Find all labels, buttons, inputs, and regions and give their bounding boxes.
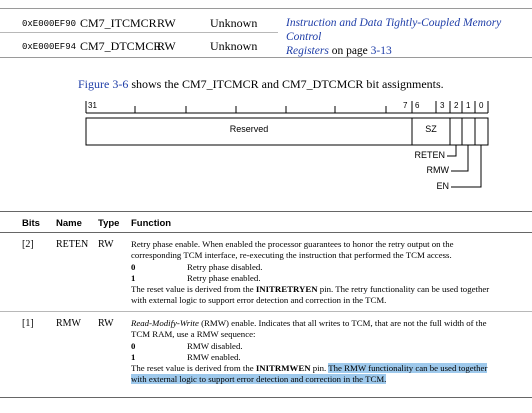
value-code: 1 [131,351,136,362]
register-description-link-cont[interactable]: Registers [286,45,329,57]
en-label: EN [436,181,449,191]
function-text: TCM RAM, use a RMW sequence: [131,329,256,340]
function-text: (RMW) enable. Indicates that all writes to TCM, that are not the full width of the [198,318,487,328]
header-divider [0,232,532,233]
bit-number-2: 2 [454,101,459,110]
column-header-function: Function [131,218,172,229]
bit-number-1: 1 [466,101,471,110]
reset-pin: INITRMWEN [255,363,311,374]
figure-link[interactable]: Figure 3-6 [78,77,129,91]
register-description-page-link[interactable]: 3-13 [370,45,392,57]
function-text: Retry phase enable. When enabled the processor guarantees to honor the retry output on the [131,239,454,249]
value-code: 0 [131,261,136,272]
reset-pin: INITRETRYEN [255,284,318,295]
register-name: CM7_ITCMCR [80,16,157,30]
bit-number-31: 31 [88,101,97,110]
rmw-label: RMW [426,165,449,175]
reten-label: RETEN [414,150,445,160]
rmw-leader [451,145,468,171]
value-text: RMW disabled. [187,340,243,351]
row-function [131,318,531,386]
register-description-link[interactable]: Instruction and Data Tightly-Coupled Memory Control [286,17,502,43]
row-type: RW [98,239,114,250]
register-description-page-prefix: on page [328,45,371,57]
row-type: RW [98,318,114,329]
row-name: RETEN [56,239,89,250]
register-reset: Unknown [210,16,258,30]
row-name: RMW [56,318,81,329]
reset-text: pin. [310,363,329,374]
register-reset: Unknown [210,39,258,53]
fields-table-bottom-border [0,397,532,398]
register-address: 0xE000EF94 [22,42,77,52]
value-code: 1 [131,272,136,283]
row-bits: [1] [22,318,34,329]
function-text-italic: Read-Modify-Write [131,318,199,328]
row-bits: [2] [22,239,34,250]
sz-field: SZ [425,124,437,134]
bit-number-3: 3 [440,101,445,110]
row-divider [0,311,532,312]
reset-text: The reset value is derived from the [131,284,256,295]
register-type: RW [157,16,176,30]
register-name: CM7_DTCMCR [80,39,162,53]
selected-text[interactable]: The RMW functionality can be used together [328,363,488,374]
bit-assignment-diagram [0,0,532,200]
figure-intro-text: shows the CM7_ITCMCR and CM7_DTCMCR bit assignments. [128,77,444,91]
value-text: RMW enabled. [187,351,241,362]
reset-text: pin. The retry functionality can be used together [317,284,490,295]
reset-text: with external logic to support error detection and correction in the TCM. [131,295,387,306]
reten-leader [447,145,456,156]
selected-text[interactable]: with external logic to support error detection and correction in the TCM. [131,374,387,385]
value-text: Retry phase disabled. [187,261,263,272]
value-text: Retry phase enabled. [187,272,261,283]
reset-text: The reset value is derived from the [131,363,256,374]
reserved-field: Reserved [229,124,269,134]
fields-table-top-border [0,211,532,212]
column-header-name: Name [56,218,82,229]
column-header-bits: Bits [22,218,40,229]
row-function [131,239,531,307]
bit-number-7: 7 [403,101,408,110]
column-header-type: Type [98,218,120,229]
register-type: RW [157,39,176,53]
function-text: corresponding TCM interface, re-executing the instruction that performed the TCM access. [131,250,452,261]
bit-number-6: 6 [415,101,420,110]
bit-number-0: 0 [479,101,484,110]
value-code: 0 [131,340,136,351]
register-address: 0xE000EF90 [22,19,77,29]
